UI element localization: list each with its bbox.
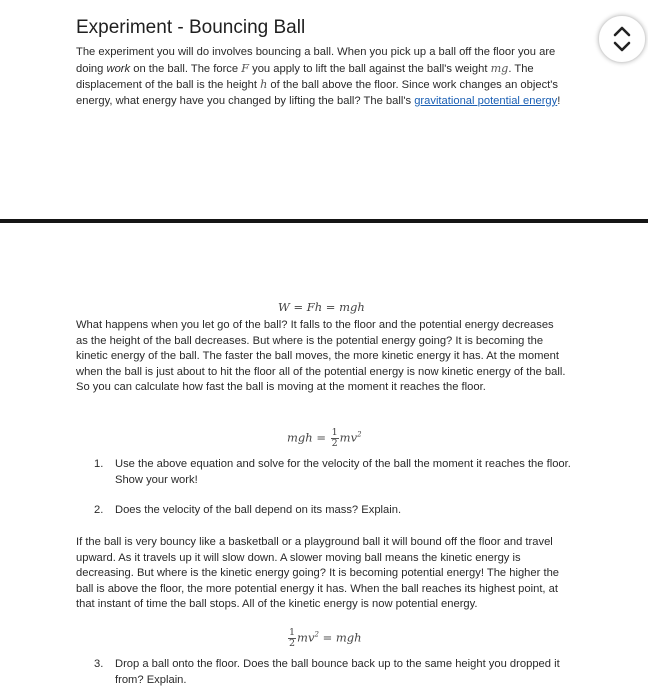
- work-word: work: [106, 62, 131, 75]
- question-1-number: 1.: [94, 458, 104, 470]
- question-1-text: Use the above equation and solve for the velocity of the ball the moment it reaches the floor. Show your work!: [115, 458, 571, 486]
- eq3-fraction: [288, 628, 296, 649]
- eq3-denominator: 2: [289, 638, 296, 649]
- intro-text-3: you apply to lift the ball against the ball's weight: [249, 62, 491, 75]
- kinetic-to-potential-paragraph: If the ball is very bouncy like a basketball or a playground ball it will bound off the floor and travel upward. As it travels up it will slow down. A slower moving ball means the kinetic energy is decreasing. But where is the kinetic energy going? It is becoming potential energy! The higher the ball is above the floor, the more potential energy it has. When the ball reaches its highest point, at that instant of time the ball stops. All of the kinetic energy is now potential energy.: [76, 536, 560, 610]
- intro-text-6: !: [557, 94, 561, 107]
- chevron-up-icon[interactable]: [612, 24, 632, 38]
- section-divider: [0, 219, 648, 223]
- eq2-denominator: 2: [331, 438, 338, 449]
- question-2: [94, 503, 572, 519]
- equation-energy-reverse: [287, 628, 362, 649]
- page-title: Experiment - Bouncing Ball: [76, 17, 306, 38]
- equation-energy-conservation: [287, 428, 362, 449]
- eq2-right: mv: [339, 430, 358, 445]
- chevron-down-icon[interactable]: [612, 40, 632, 54]
- page-navigation: [598, 15, 646, 63]
- potential-to-kinetic-paragraph: What happens when you let go of the ball? It falls to the floor and the potential energy decreases as the height of the ball decreases. But where is the potential energy going? It is becoming the kinetic energy of the ball. The faster the ball moves, the more kinetic energy it has. At the moment when the ball is just about to hit the floor all of the potential energy is now kinetic energy of the ball. So you can calculate how fast the ball is moving at the moment it reaches the floor.: [76, 319, 566, 393]
- height-symbol: h: [260, 78, 268, 91]
- force-symbol: F: [241, 61, 249, 75]
- equation-work: W = Fh = mgh: [278, 300, 365, 314]
- eq3-numerator: 1: [289, 627, 296, 638]
- intro-text-4: . The displacement of the ball is the height: [76, 62, 534, 91]
- question-3-number: 3.: [94, 658, 104, 670]
- intro-text-5: of the ball above the floor. Since work changes an object's energy, what energy have you changed by lifting the ball? The ball's: [76, 79, 559, 107]
- eq2-fraction: [331, 428, 339, 449]
- question-3-text: Drop a ball onto the floor. Does the ball bounce back up to the same height you dropped it from? Explain.: [115, 658, 560, 686]
- question-2-text: Does the velocity of the ball depend on its mass? Explain.: [115, 504, 402, 516]
- question-3: [94, 657, 572, 688]
- question-2-number: 2.: [94, 504, 104, 516]
- intro-text-2: on the ball. The force: [130, 62, 242, 75]
- eq2-exponent: 2: [357, 430, 362, 439]
- intro-text-1: The experiment you will do involves bouncing a ball. When you pick up a ball off the floor you are doing: [76, 46, 556, 75]
- eq2-left: mgh =: [287, 430, 326, 445]
- weight-symbol: mg: [490, 61, 509, 75]
- eq2-numerator: 1: [331, 427, 338, 438]
- eq3-left: mv: [297, 630, 315, 645]
- eq3-exponent: 2: [314, 630, 319, 639]
- intro-paragraph: [76, 45, 568, 109]
- question-1: [94, 457, 572, 488]
- gravitational-potential-energy-link[interactable]: gravitational potential energy: [414, 94, 558, 107]
- eq3-right: = mgh: [322, 630, 362, 645]
